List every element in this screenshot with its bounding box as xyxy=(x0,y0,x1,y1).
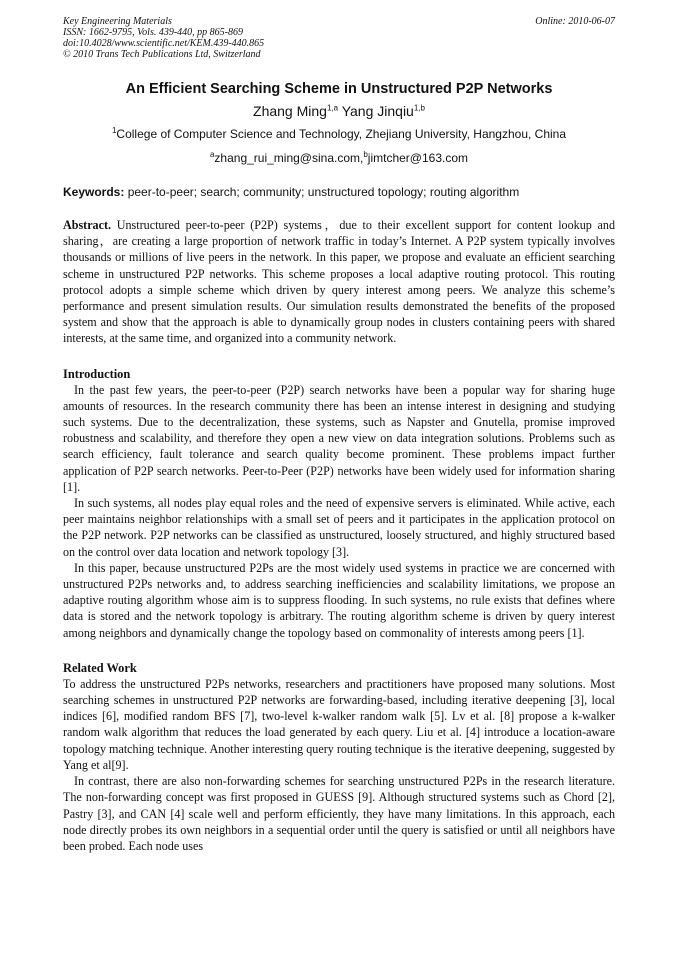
keywords-label: Keywords: xyxy=(63,185,125,199)
author-superscript: 1,b xyxy=(413,103,425,113)
email-superscript: a xyxy=(209,150,215,159)
abstract xyxy=(63,217,615,347)
copyright-line: © 2010 Trans Tech Publications Ltd, Switzerland xyxy=(63,49,261,60)
page-header xyxy=(63,16,615,60)
author-superscript: 1,a xyxy=(326,103,339,113)
section-heading-introduction: Introduction xyxy=(63,366,131,381)
journal-name: Key Engineering Materials xyxy=(63,16,172,27)
abstract-label: Abstract. xyxy=(63,218,112,232)
email-address[interactable]: zhang_rui_ming@sina.com, xyxy=(214,151,364,165)
section-introduction xyxy=(63,382,615,641)
publication-info xyxy=(63,16,264,60)
section-related-work xyxy=(63,676,615,854)
email-address[interactable]: jimtcher@163.com xyxy=(367,151,469,165)
email-superscript: b xyxy=(363,150,368,159)
paragraph: In the past few years, the peer-to-peer (P2P) search networks have been a popular way for sharing huge amounts of resources. In the research community there has been an intense interest in designing and studying such systems. Due to the decentralization, these systems, such as Napster and Gnutella, promise improved robustness and scalability, and therefore they open a new view on data integration solutions. Problems such as search efficiency, fault tolerance and search quality become prominent. These problems impact further application of P2P search networks. Peer-to-Peer (P2P) networks have been widely used for information sharing [1]. xyxy=(63,382,615,494)
doi-line: doi:10.4028/www.scientific.net/KEM.439-440.865 xyxy=(63,38,265,49)
paragraph: In contrast, there are also non-forwarding schemes for searching unstructured P2Ps in the research literature. The non-forwarding concept was first proposed in GUESS [9]. Although structured systems such as Chord [2], Pastry [3], and CAN [4] scale well and perform efficiently, they have many limitations. In this approach, each node directly probes its own neighbors in a sequential order until the query is satisfied or until all neighbors have been probed. Each node uses xyxy=(63,774,615,853)
email-list xyxy=(63,150,615,167)
keywords xyxy=(63,184,615,200)
paper-title: An Efficient Searching Scheme in Unstructured P2P Networks xyxy=(125,81,553,97)
online-date: Online: 2010-06-07 xyxy=(535,16,615,27)
paragraph: In such systems, all nodes play equal roles and the need of expensive servers is eliminated. While active, each peer maintains neighbor relationships with a small set of peers and it participates in the application protocol on the P2P network. P2P networks can be classified as unstructured, loosely structured, and highly structured based on the control over data location and network topology [3]. xyxy=(63,496,615,559)
affiliation-text: College of Computer Science and Technology, Zhejiang University, Hangzhou, China xyxy=(116,127,567,141)
affiliation-superscript: 1 xyxy=(111,126,117,135)
section-heading-related-work: Related Work xyxy=(63,660,137,675)
keywords-text: peer-to-peer; search; community; unstructured topology; routing algorithm xyxy=(127,185,520,199)
author-list xyxy=(63,100,615,122)
author-name: Zhang Ming xyxy=(253,103,327,119)
affiliation xyxy=(63,126,615,143)
paragraph: In this paper, because unstructured P2Ps are the most widely used systems in practice we are concerned with unstructured P2Ps networks and, to address searching inefficiencies and scalability limitations, we propose an adaptive routing algorithm whose aim is to suppress flooding. In such systems, no rule exists that defines where data is stored and the network topology is arbitrary. The routing algorithm scheme is driven by query interest among neighbors and dynamically change the topology based on commonality of interests among peers [1]. xyxy=(63,560,615,640)
issn-line: ISSN: 1662-9795, Vols. 439-440, pp 865-869 xyxy=(63,27,243,38)
paragraph: To address the unstructured P2Ps networks, researchers and practitioners have proposed many solutions. Most searching schemes in unstructured P2P networks are forwarding-based, including iterative deepening [3], local indices [6], modified random BFS [7], two-level k-walker random walk [5]. Lv et al. [8] propose a k-walker random walk algorithm that reduces the load generated by each query. Liu et al. [4] introduce a location-aware topology matching technique. Another interesting query routing technique is the iterative deepening, suggested by Yang et al[9]. xyxy=(63,676,615,772)
author-name: Yang Jinqiu xyxy=(341,103,414,119)
abstract-text: Unstructured peer-to-peer (P2P) systems，due to their excellent support for content lookup and sharing，are creating a large proportion of network traffic in today’s Internet. A P2P system typically involves thousands or millions of live peers in the network. In this paper, we propose and evaluate an efficient searching scheme in unstructured P2P networks. This scheme proposes a local adaptive routing protocol. This routing protocol adopts a simple scheme which driven by query interest among peers. We analyze this scheme’s performance and present simulation results. Our simulation results demonstrated the benefits of the proposed system and show that the approach is able to dynamically group nodes in clusters containing peers with shared interests, at the same time, and organized into a community network. xyxy=(63,218,615,346)
